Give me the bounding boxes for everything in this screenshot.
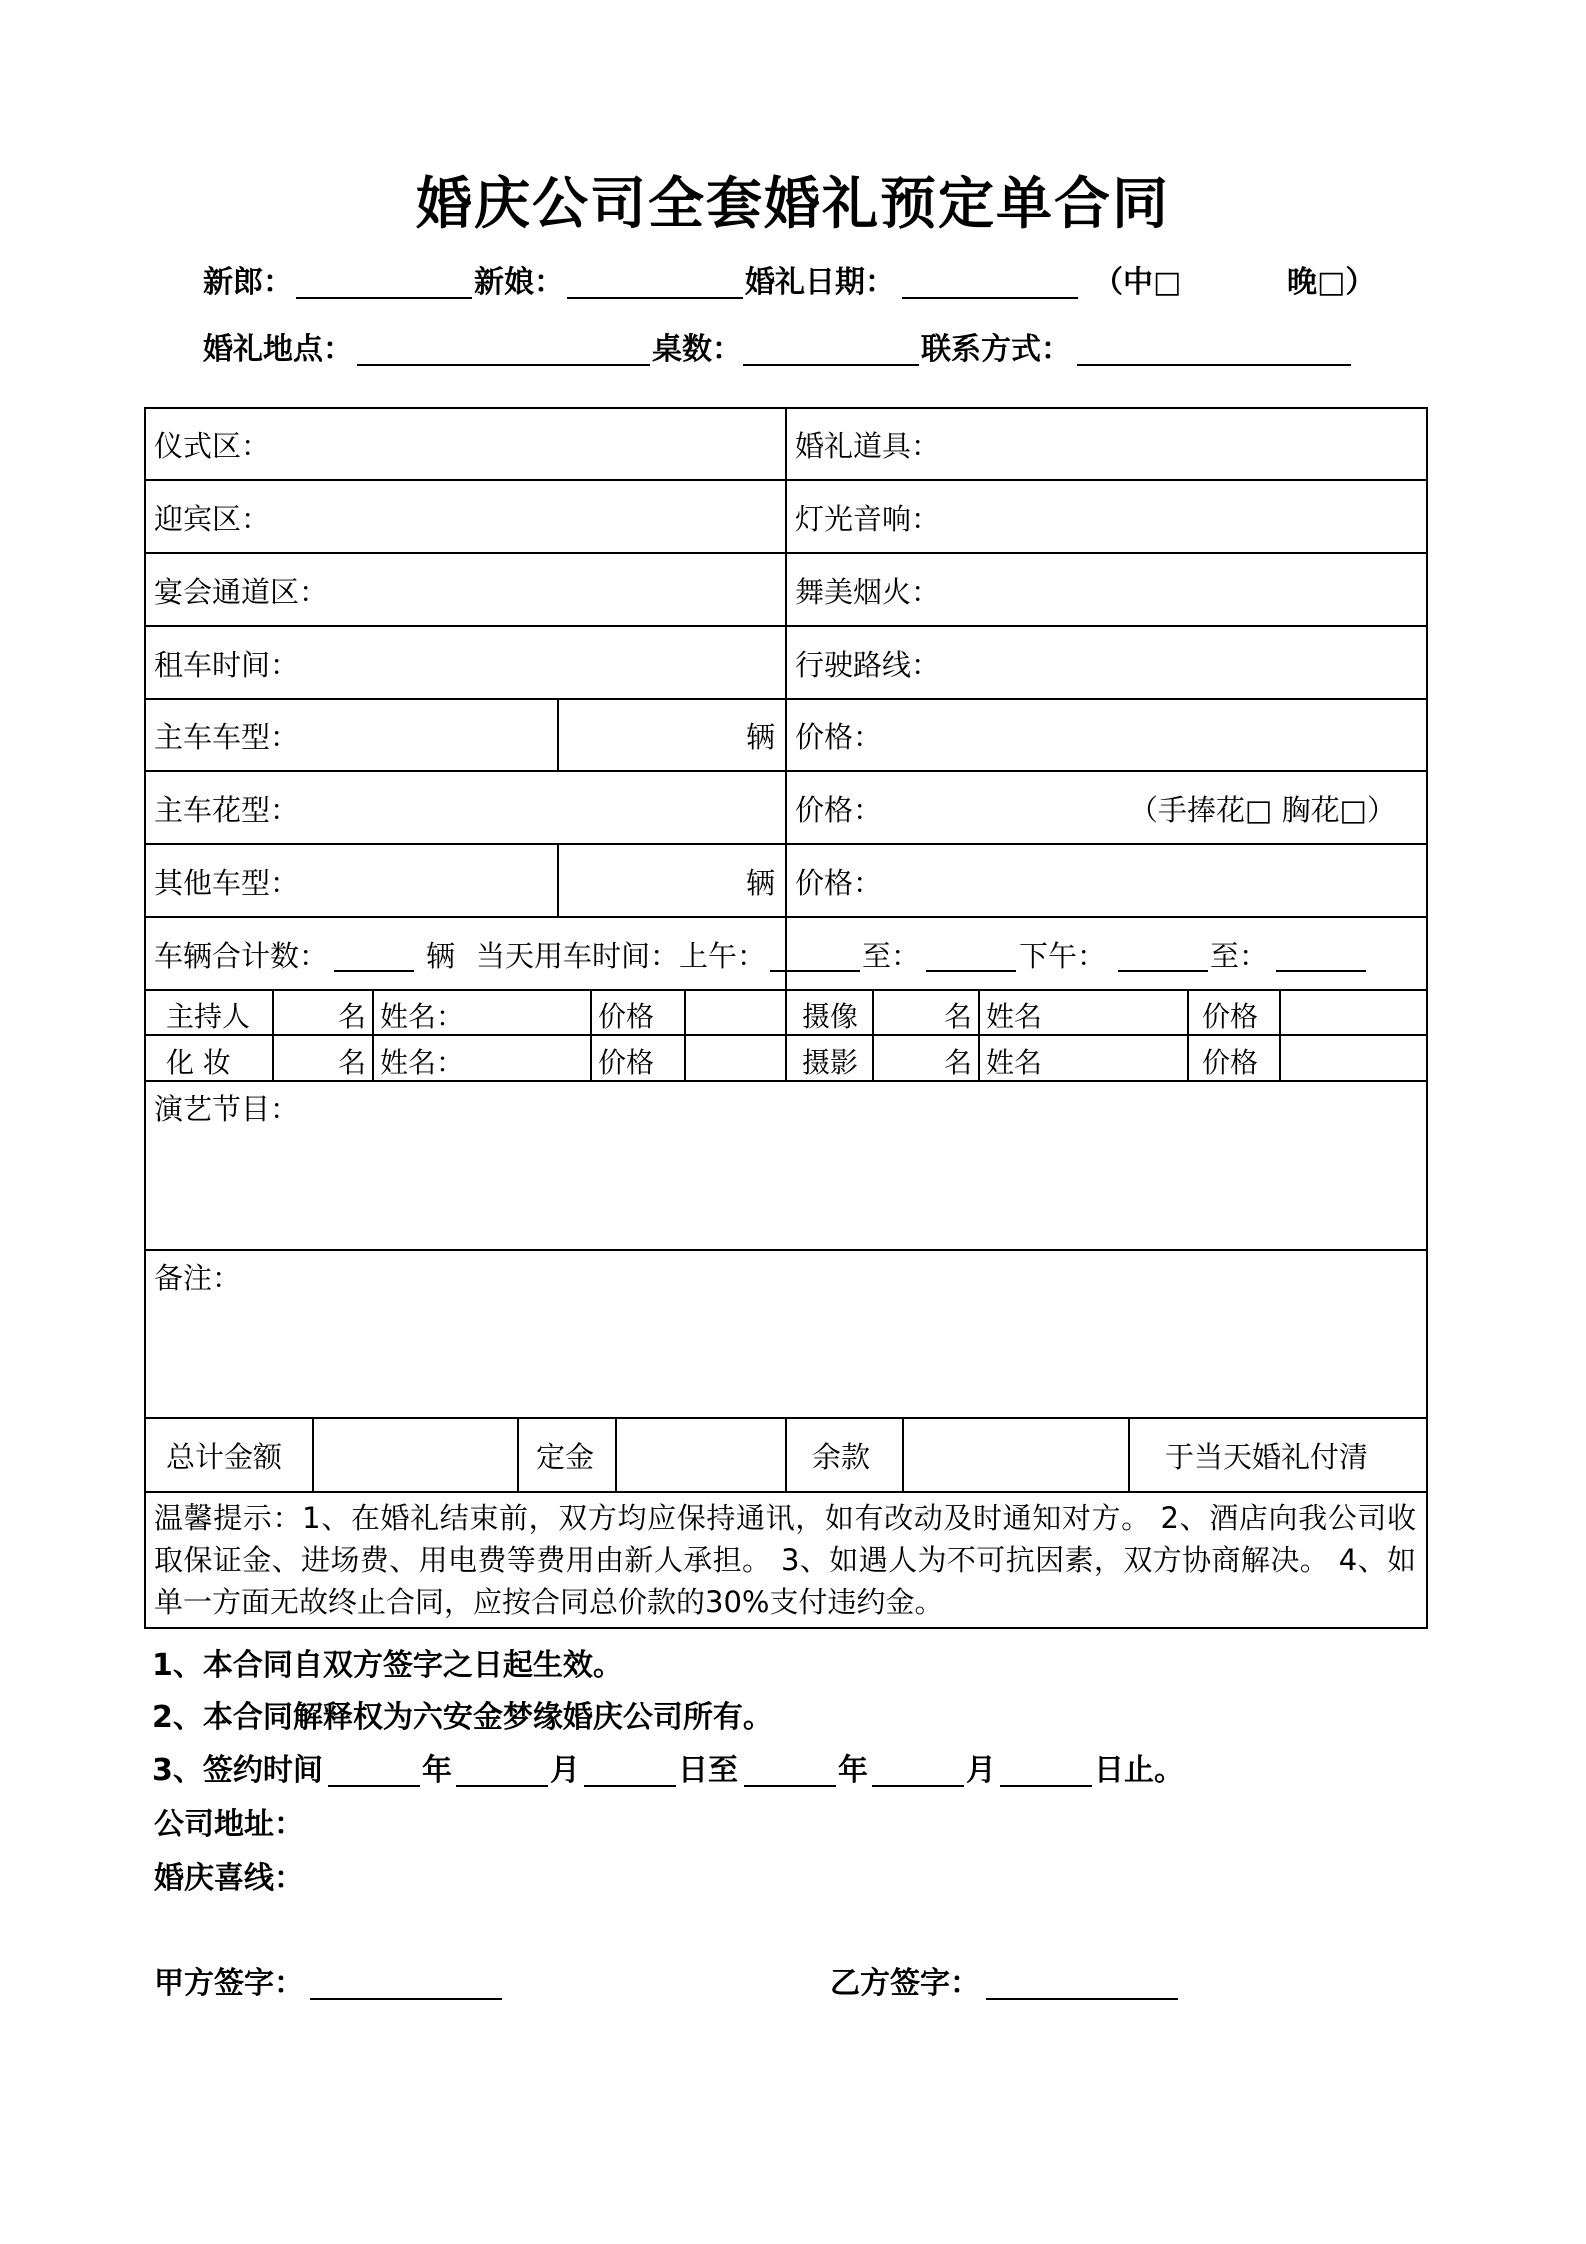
end-year-label: 年 (838, 1753, 868, 1788)
tables-label: 桌数： (652, 332, 742, 367)
main-car-model-label: 主车车型： (154, 720, 300, 754)
venue-label: 婚礼地点： (203, 332, 353, 367)
morning-end-field[interactable] (926, 970, 1016, 972)
order-form-table (144, 407, 1426, 1627)
flowers-price-label: 价格： (795, 793, 883, 827)
vehicles-total-field[interactable] (334, 970, 414, 972)
column-divider (785, 1417, 787, 1491)
vehicles-total-unit: 辆 (426, 939, 456, 973)
wedding-date-label: 婚礼日期： (745, 265, 895, 300)
main-car-unit: 辆 (746, 720, 776, 754)
props-label: 婚礼道具： (795, 429, 941, 463)
end-month-field[interactable] (872, 1785, 964, 1787)
day-end-label: 日止。 (1094, 1753, 1184, 1788)
photo-price-label: 价格 (1202, 1046, 1259, 1079)
afternoon-start-field[interactable] (1118, 970, 1208, 972)
pay-note: 于当天婚礼付清 (1165, 1440, 1369, 1474)
column-divider (272, 989, 274, 1080)
host-price-label: 价格 (598, 1000, 655, 1033)
contact-field[interactable] (1077, 364, 1351, 366)
makeup-unit: 名 (338, 1046, 367, 1079)
makeup-label: 化 妆 (166, 1046, 231, 1079)
column-divider (1128, 1417, 1130, 1491)
to-label: 至： (862, 939, 921, 973)
contact-label: 联系方式： (921, 332, 1071, 367)
main-car-flowers-label: 主车花型： (154, 793, 300, 827)
end-day-field[interactable] (1000, 1785, 1092, 1787)
remarks-label: 备注： (154, 1261, 242, 1295)
column-divider (684, 989, 686, 1080)
party-b-signature-field[interactable] (986, 1998, 1178, 2000)
groom-label: 新郎： (203, 265, 293, 300)
afternoon-end-field[interactable] (1276, 970, 1366, 972)
party-b-signature-label: 乙方签字： (830, 1966, 980, 2001)
usage-time-label: 当天用车时间：上午： (476, 939, 767, 973)
video-price-label: 价格 (1202, 1000, 1259, 1033)
bride-label: 新娘： (474, 265, 564, 300)
column-divider (1187, 989, 1189, 1080)
hotline-label: 婚庆喜线： (154, 1861, 304, 1896)
company-address-label: 公司地址： (154, 1807, 304, 1842)
video-name-label: 姓名 (986, 1000, 1043, 1033)
host-unit: 名 (338, 1000, 367, 1033)
start-month-label: 月 (550, 1753, 580, 1788)
table-border-bottom (144, 1627, 1428, 1629)
column-divider (372, 989, 374, 1080)
tips-text: 温馨提示：1、在婚礼结束前，双方均应保持通讯，如有改动及时通知对方。 2、酒店向我公司收取保证金、进场费、用电费等费用由新人承担。 3、如遇人为不可抗因素，双方协商解决。 4、如单一方面无故终止合同，应按合同总价款的30%支付违约金。 (154, 1501, 1416, 1619)
column-divider (517, 1417, 519, 1491)
afternoon-label: 下午： (1019, 939, 1107, 973)
deposit-label: 定金 (536, 1440, 595, 1474)
column-divider (785, 407, 787, 989)
end-month-label: 月 (966, 1753, 996, 1788)
page-title: 婚庆公司全套婚礼预定单合同 (416, 172, 1170, 237)
tables-field[interactable] (743, 364, 919, 366)
other-car-model-label: 其他车型： (154, 866, 300, 900)
groom-field[interactable] (296, 297, 472, 299)
video-label: 摄像 (802, 1000, 859, 1033)
start-year-label: 年 (422, 1753, 452, 1788)
photo-label: 摄影 (802, 1046, 859, 1079)
column-divider (312, 1417, 314, 1491)
column-divider (590, 989, 592, 1080)
main-car-price-label: 价格： (795, 720, 883, 754)
term-3-prefix: 3、签约时间 (152, 1753, 323, 1788)
column-divider (978, 989, 980, 1080)
table-border-left (144, 407, 146, 1627)
start-month-field[interactable] (456, 1785, 548, 1787)
column-divider (902, 1417, 904, 1491)
column-divider (785, 989, 787, 1080)
start-day-field[interactable] (584, 1785, 676, 1787)
flower-options[interactable]: （手捧花□ 胸花□） (1129, 793, 1397, 827)
car-rental-time-label: 租车时间： (154, 648, 300, 682)
lighting-sound-label: 灯光音响： (795, 502, 941, 536)
photo-name-label: 姓名 (986, 1046, 1043, 1079)
host-name-label: 姓名： (380, 1000, 465, 1033)
term-2: 2、本合同解释权为六安金梦缘婚庆公司所有。 (152, 1700, 773, 1735)
stage-fireworks-label: 舞美烟火： (795, 575, 941, 609)
column-divider (1279, 989, 1281, 1080)
route-label: 行驶路线： (795, 648, 941, 682)
wedding-date-field[interactable] (902, 297, 1078, 299)
column-divider (615, 1417, 617, 1491)
end-year-field[interactable] (744, 1785, 836, 1787)
table-border-right (1426, 407, 1428, 1627)
other-car-price-label: 价格： (795, 866, 883, 900)
host-label: 主持人 (166, 1000, 251, 1033)
party-a-signature-label: 甲方签字： (154, 1966, 304, 2001)
morning-start-field[interactable] (770, 970, 860, 972)
makeup-price-label: 价格 (598, 1046, 655, 1079)
reception-area-label: 迎宾区： (154, 502, 271, 536)
column-divider (872, 989, 874, 1080)
video-unit: 名 (944, 1000, 973, 1033)
other-car-unit: 辆 (746, 866, 776, 900)
day-to-label: 日至 (678, 1753, 738, 1788)
vehicles-total-label: 车辆合计数： (154, 939, 329, 973)
total-amount-label: 总计金额 (166, 1440, 283, 1474)
photo-unit: 名 (944, 1046, 973, 1079)
ceremony-area-label: 仪式区： (154, 429, 271, 463)
banquet-aisle-label: 宴会通道区： (154, 575, 329, 609)
makeup-name-label: 姓名： (380, 1046, 465, 1079)
to-label: 至： (1210, 939, 1269, 973)
venue-field[interactable] (357, 364, 650, 366)
balance-label: 余款 (812, 1440, 871, 1474)
row-divider (144, 1491, 1426, 1493)
term-1: 1、本合同自双方签字之日起生效。 (152, 1648, 623, 1683)
column-divider (557, 698, 559, 770)
bride-field[interactable] (567, 297, 743, 299)
noon-option[interactable]: （中□ (1093, 265, 1182, 300)
performance-label: 演艺节目： (154, 1092, 300, 1126)
party-a-signature-field[interactable] (310, 1998, 502, 2000)
evening-option[interactable]: 晚□） (1287, 265, 1376, 300)
row-divider (144, 1249, 1426, 1251)
column-divider (557, 843, 559, 916)
start-year-field[interactable] (328, 1785, 420, 1787)
